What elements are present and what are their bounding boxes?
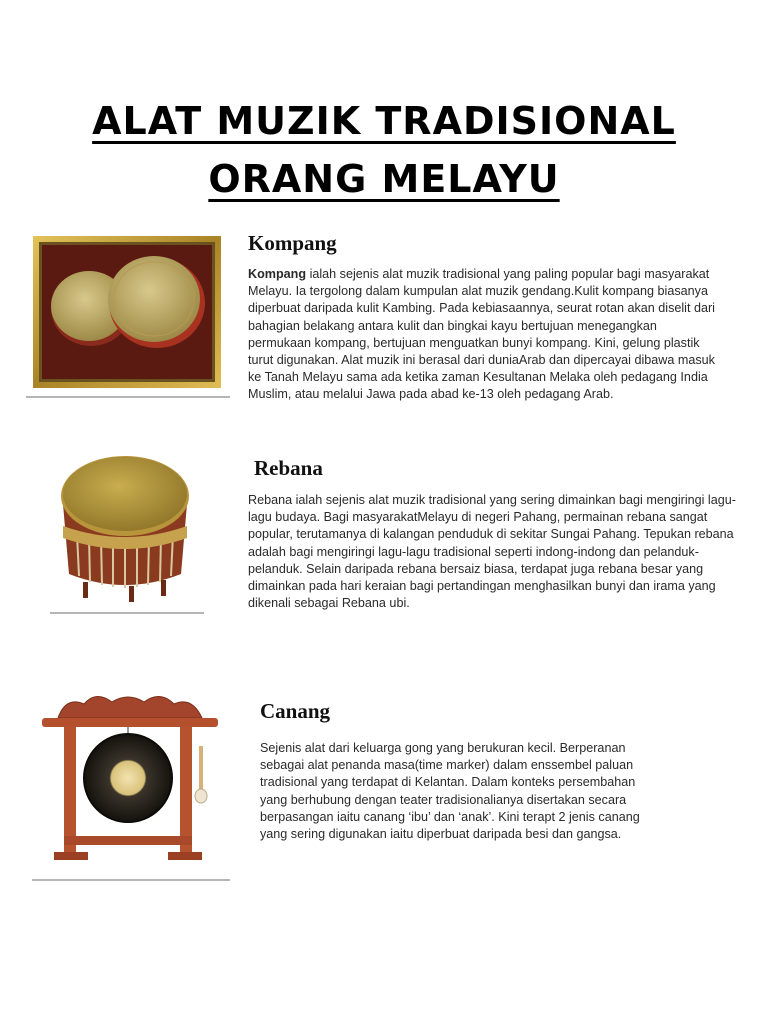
- page-title: [0, 92, 768, 208]
- rebana-divider: [50, 612, 204, 614]
- kompang-lead: Kompang: [248, 267, 307, 281]
- rebana-text: Rebana ialah sejenis alat muzik tradisional yang sering dimainkan bagi mengiringi lagu-lagu budaya. Bagi masyarakatMelayu di negeri Pahang, permainan rebana sangat popular, terutamanya di kalangan penduduk di sekitar Sungai Pahang. Tepukan rebana adalah bagi mengiringi lagu-lagu tradisional seperti indong-indong dan pelanduk-pelanduk. Selain daripada rebana bersaiz biasa, terdapat juga rebana besar yang dimainkan pada hari keraian bagi pertandingan menghasilkan bunyi dan irama yang dikenali sebagai Rebana ubi.: [248, 493, 736, 611]
- kompang-text: ialah sejenis alat muzik tradisional yang paling popular bagi masyarakat Melayu. Ia tergolong dalam kumpulan alat muzik gendang.Kulit kompang biasanya diperbuat daripada kulit Kambing. Pada kebiasaannya, seurat rotan akan diselit dari bahagian belakang antara kulit dan bingkai kayu bertujuan menegangkan permukaan kompang, bertujuan menguatkan bunyi kompang. Kini, gelung plastik turut digunakan. Alat muzik ini berasal dari duniaArab dan dipercayai dibawa masuk ke Tanah Melayu sama ada ketika zaman Kesultanan Melaka oleh pedagang India Muslim, atau melalui Jawa pada abad ke-13 oleh pedagang Arab.: [248, 267, 715, 402]
- kompang-heading: Kompang: [248, 231, 337, 255]
- canang-heading: Canang: [260, 699, 331, 723]
- kompang-image: [33, 236, 221, 388]
- rebana-image: [55, 456, 195, 604]
- kompang-description: [248, 266, 718, 404]
- kompang-divider: [26, 396, 230, 398]
- canang-image: [38, 688, 220, 870]
- canang-text: Sejenis alat dari keluarga gong yang berukuran kecil. Berperanan sebagai alat penanda masa(time marker) dalam enssembel paluan tradisional yang terdapat di Kelantan. Dalam konteks persembahan yang berhubung dengan teater tradisionalianya disertakan secara berpasangan iaitu canang ‘ibu’ dan ‘anak’. Kini terapt 2 jenis canang yang sering digunakan iaitu diperbuat daripada besi dan gangsa.: [260, 741, 640, 842]
- title-line-2: ORANG MELAYU: [208, 157, 560, 201]
- rebana-heading: Rebana: [254, 456, 323, 480]
- title-line-1: ALAT MUZIK TRADISIONAL: [92, 99, 676, 143]
- canang-divider: [32, 879, 230, 881]
